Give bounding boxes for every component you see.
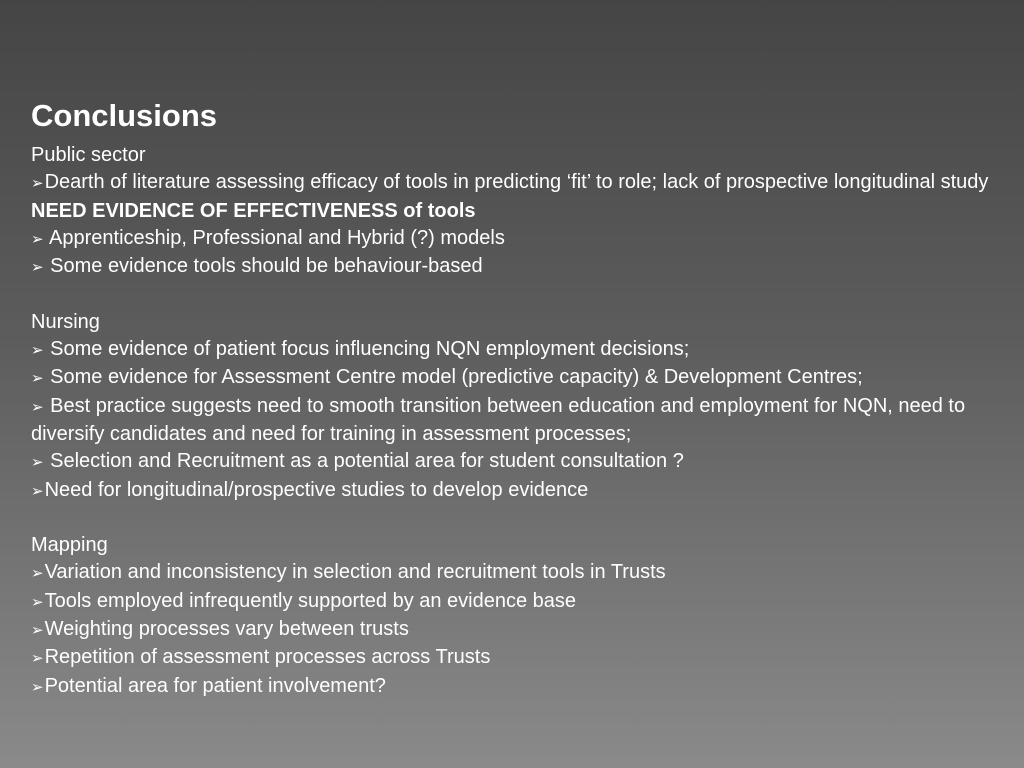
public-sector-item-2 xyxy=(31,225,1006,253)
slide-title: Conclusions xyxy=(31,98,218,133)
nursing-item-1 xyxy=(31,336,1006,364)
arrow-bullet-icon: ➢ xyxy=(31,174,44,193)
mapping-item-4-text: Repetition of assessment processes across Trusts xyxy=(44,646,491,669)
nursing-section xyxy=(31,309,1006,505)
mapping-item-3-text: Weighting processes vary between trusts xyxy=(44,618,409,641)
mapping-item-2 xyxy=(31,588,1006,616)
arrow-bullet-icon: ➢ xyxy=(31,677,44,696)
arrow-bullet-icon: ➢ xyxy=(31,369,44,388)
public-sector-item-3-text: Some evidence tools should be behaviour-based xyxy=(44,255,483,278)
arrow-bullet-icon: ➢ xyxy=(31,564,44,583)
nursing-item-2 xyxy=(31,364,1006,392)
public-sector-heading: Public sector xyxy=(31,144,146,166)
arrow-bullet-icon: ➢ xyxy=(31,649,44,668)
mapping-item-5-text: Potential area for patient involvement? xyxy=(44,674,386,697)
section-spacer xyxy=(31,505,1006,532)
nursing-item-5 xyxy=(31,477,1006,505)
nursing-item-4 xyxy=(31,448,1006,476)
nursing-item-5-text: Need for longitudinal/prospective studies to develop evidence xyxy=(44,478,589,501)
arrow-bullet-icon: ➢ xyxy=(31,592,44,611)
public-sector-item-1-text: Dearth of literature assessing efficacy of tools in predicting ‘fit’ to role; lack of prospective longitudinal study xyxy=(44,171,989,194)
mapping-item-1 xyxy=(31,559,1006,587)
arrow-bullet-icon: ➢ xyxy=(31,621,44,640)
mapping-heading: Mapping xyxy=(31,534,108,557)
mapping-item-5 xyxy=(31,673,1006,701)
public-sector-item-2-text: Apprenticeship, Professional and Hybrid (?) models xyxy=(44,226,505,249)
arrow-bullet-icon: ➢ xyxy=(31,229,44,248)
section-spacer xyxy=(31,281,1006,308)
arrow-bullet-icon: ➢ xyxy=(31,481,44,500)
arrow-bullet-icon: ➢ xyxy=(31,453,44,472)
arrow-bullet-icon: ➢ xyxy=(31,397,44,416)
slide-content xyxy=(31,96,1006,701)
nursing-item-3-text: Best practice suggests need to smooth transition between education and employment for NQN, need to diversify candidates and need for training in assessment processes; xyxy=(31,394,966,445)
public-sector-item-1 xyxy=(31,169,1006,225)
mapping-item-1-text: Variation and inconsistency in selection and recruitment tools in Trusts xyxy=(44,561,666,584)
arrow-bullet-icon: ➢ xyxy=(31,258,44,277)
mapping-item-4 xyxy=(31,644,1006,672)
mapping-item-2-text: Tools employed infrequently supported by an evidence base xyxy=(44,589,577,612)
nursing-item-3 xyxy=(31,393,1006,449)
nursing-item-2-text: Some evidence for Assessment Centre model (predictive capacity) & Development Centres; xyxy=(44,366,863,389)
public-sector-item-3 xyxy=(31,253,1006,281)
nursing-item-1-text: Some evidence of patient focus influencing NQN employment decisions; xyxy=(44,338,690,361)
nursing-item-4-text: Selection and Recruitment as a potential area for student consultation ? xyxy=(44,450,684,473)
evidence-emphasis: NEED EVIDENCE OF EFFECTIVENESS of tools xyxy=(31,199,476,222)
nursing-heading: Nursing xyxy=(31,310,100,333)
mapping-section xyxy=(31,532,1006,701)
public-sector-section xyxy=(31,142,1006,281)
arrow-bullet-icon: ➢ xyxy=(31,341,44,360)
mapping-item-3 xyxy=(31,616,1006,644)
